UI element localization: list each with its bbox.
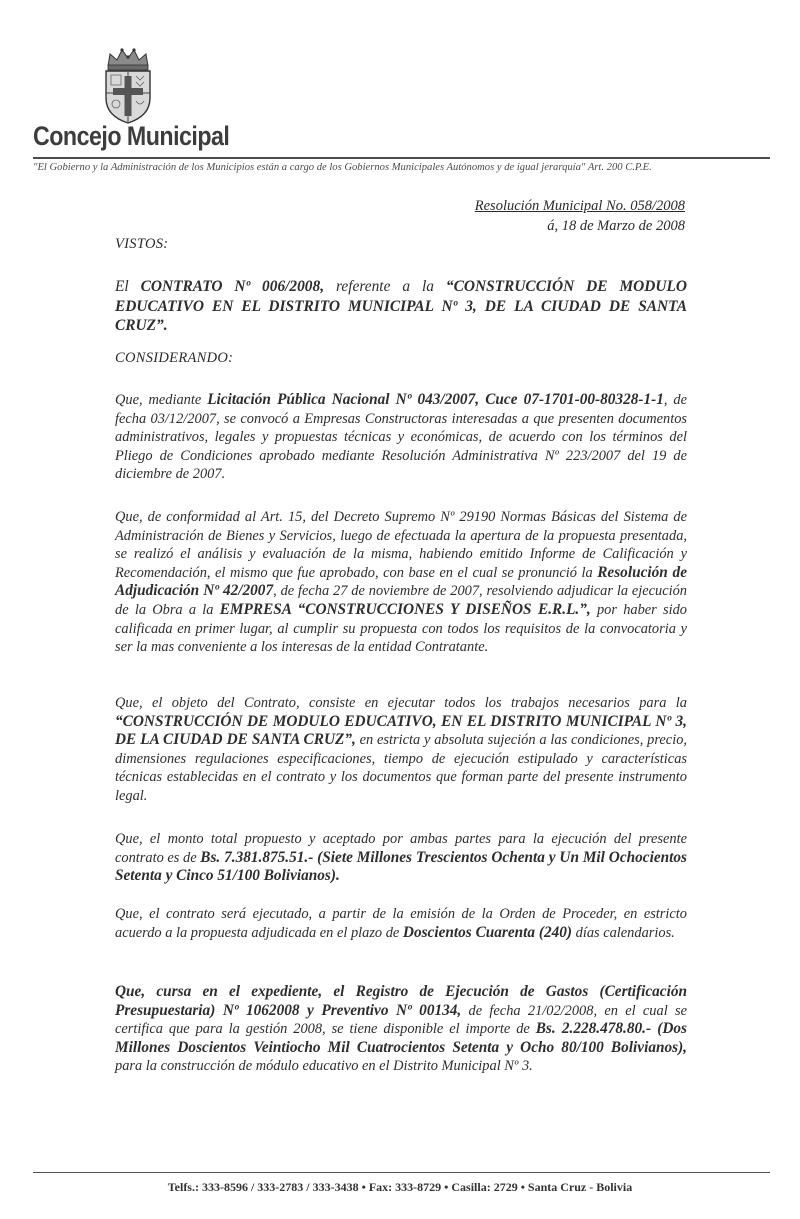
p5-plazo: Doscientos Cuarenta (240) (402, 923, 573, 941)
p1-text-a: Que, mediante (115, 392, 208, 408)
vistos-heading: VISTOS: (115, 236, 169, 252)
p2-text-a: Que, de conformidad al Art. 15, del Decreto Supremo Nº 29190 Normas Básicas del Sistema de Administración de Bienes y Servicios, luego de efectuada la apertura de la propuesta presentada, se realizó el análisis y evaluación de la misma, habiendo emitido Informe de Calificación y Recomendación, el mismo que fue aprobado, con base en el cual se pronunció la (115, 509, 687, 581)
header-divider (33, 157, 770, 159)
resolution-title: Resolución Municipal No. 058/2008 (474, 198, 685, 214)
organization-name: Concejo Municipal (33, 121, 230, 151)
p4-text-a: Que, el monto total propuesto y aceptado por ambas partes para la ejecución del presente contrato es de (115, 831, 687, 866)
footer-contact: Telfs.: 333-8596 / 333-2783 / 333-3438 • Fax: 333-8729 • Casilla: 2729 • Santa Cruz - Bolivia (167, 1180, 633, 1194)
p6-registro: Que, cursa en el expediente, el Registro de Ejecución de Gastos (Certificación Presupuestaria) Nº 1062008 y Preventivo Nº 00134, (115, 983, 687, 1019)
considerando-heading: CONSIDERANDO: (115, 350, 234, 366)
p3-objeto: “CONSTRUCCIÓN DE MODULO EDUCATIVO, EN EL DISTRITO MUNICIPAL Nº 3, DE LA CIUDAD DE SANTA CRUZ”, (115, 712, 687, 749)
p3-text-a: Que, el objeto del Contrato, consiste en ejecutar todos los trabajos necesarios para la (115, 695, 687, 711)
motto: "El Gobierno y la Administración de los Municipios están a cargo de los Gobiernos Municipales Autónomos y de igual jerarquía" Art. 200 C.P.E. (33, 162, 652, 173)
p2-empresa: EMPRESA “CONSTRUCCIONES Y DISEÑOS E.R.L.”, (219, 600, 591, 618)
p4-monto: Bs. 7.381.875.51.- (Siete Millones Trescientos Ochenta y Un Mil Ochocientos Setenta y Cinco 51/100 Bolivianos). (115, 848, 687, 885)
considerando-paragraph-5 (115, 905, 687, 942)
p1-licitacion: Licitación Pública Nacional Nº 043/2007, Cuce 07-1701-00-80328-1-1 (207, 391, 664, 408)
p2-text-e: por haber sido calificada en primer lugar, al cumplir su propuesta con todos los requisitos de la convocatoria y ser la mas conveniente a los interesas de la entidad Contratante. (115, 601, 687, 656)
vistos-paragraph (115, 277, 687, 336)
considerando-paragraph-6 (115, 983, 687, 1076)
resolution-date: á, 18 de Marzo de 2008 (547, 218, 685, 234)
p1-text-c: , de fecha 03/12/2007, se convocó a Empresas Constructoras interesadas a que presenten documentos administrativos, legales y propuestas técnicas y económicas, de acuerdo con los términos del Pliego de Condiciones aprobado mediante Resolución Administrativa Nº 223/2007 del 19 de diciembre de 2007. (115, 392, 687, 483)
considerando-paragraph-3 (115, 694, 687, 806)
p6-text-b: de fecha 21/02/2008, en el cual se certifica que para la gestión 2008, se tiene disponible el importe de (115, 1002, 687, 1038)
p5-text-c: días calendarios. (572, 924, 675, 941)
considerando-paragraph-1 (115, 391, 687, 484)
footer-divider (33, 1172, 770, 1173)
vistos-text-b: referente a la (324, 278, 446, 295)
considerando-paragraph-4 (115, 830, 687, 886)
considerando-paragraph-2 (115, 508, 687, 657)
p6-importe: Bs. 2.228.478.80.- (Dos Millones Doscientos Veintiocho Mil Cuatrocientos Setenta y Ocho 80/100 Bolivianos), (115, 1020, 687, 1056)
contract-number: CONTRATO Nº 006/2008, (140, 278, 325, 295)
p3-text-c: en estricta y absoluta sujeción a las condiciones, precio, dimensiones regulaciones especificaciones, tiempo de ejecución estipulado y características técnicas establecidas en el contrato y los documentos que forman parte del presente instrumento legal. (115, 732, 687, 804)
p2-text-c: , de fecha 27 de noviembre de 2007, resolviendo adjudicar la ejecución de la Obra a la (115, 583, 688, 618)
resolution-block (475, 196, 685, 236)
p2-resolucion: Resolución de Adjudicación Nº 42/2007 (115, 563, 687, 600)
p6-text-d: para la construcción de módulo educativo en el Distrito Municipal Nº 3. (115, 1058, 533, 1075)
coat-of-arms-icon (100, 46, 156, 124)
p5-text-a: Que, el contrato será ejecutado, a partir de la emisión de la Orden de Proceder, en estricto acuerdo a la propuesta adjudicada en el plazo de (115, 906, 687, 941)
project-name: “CONSTRUCCIÓN DE MODULO EDUCATIVO EN EL DISTRITO MUNICIPAL Nº 3, DE LA CIUDAD DE SANTA CRUZ”. (115, 278, 687, 334)
vistos-text-a: El (115, 278, 141, 295)
